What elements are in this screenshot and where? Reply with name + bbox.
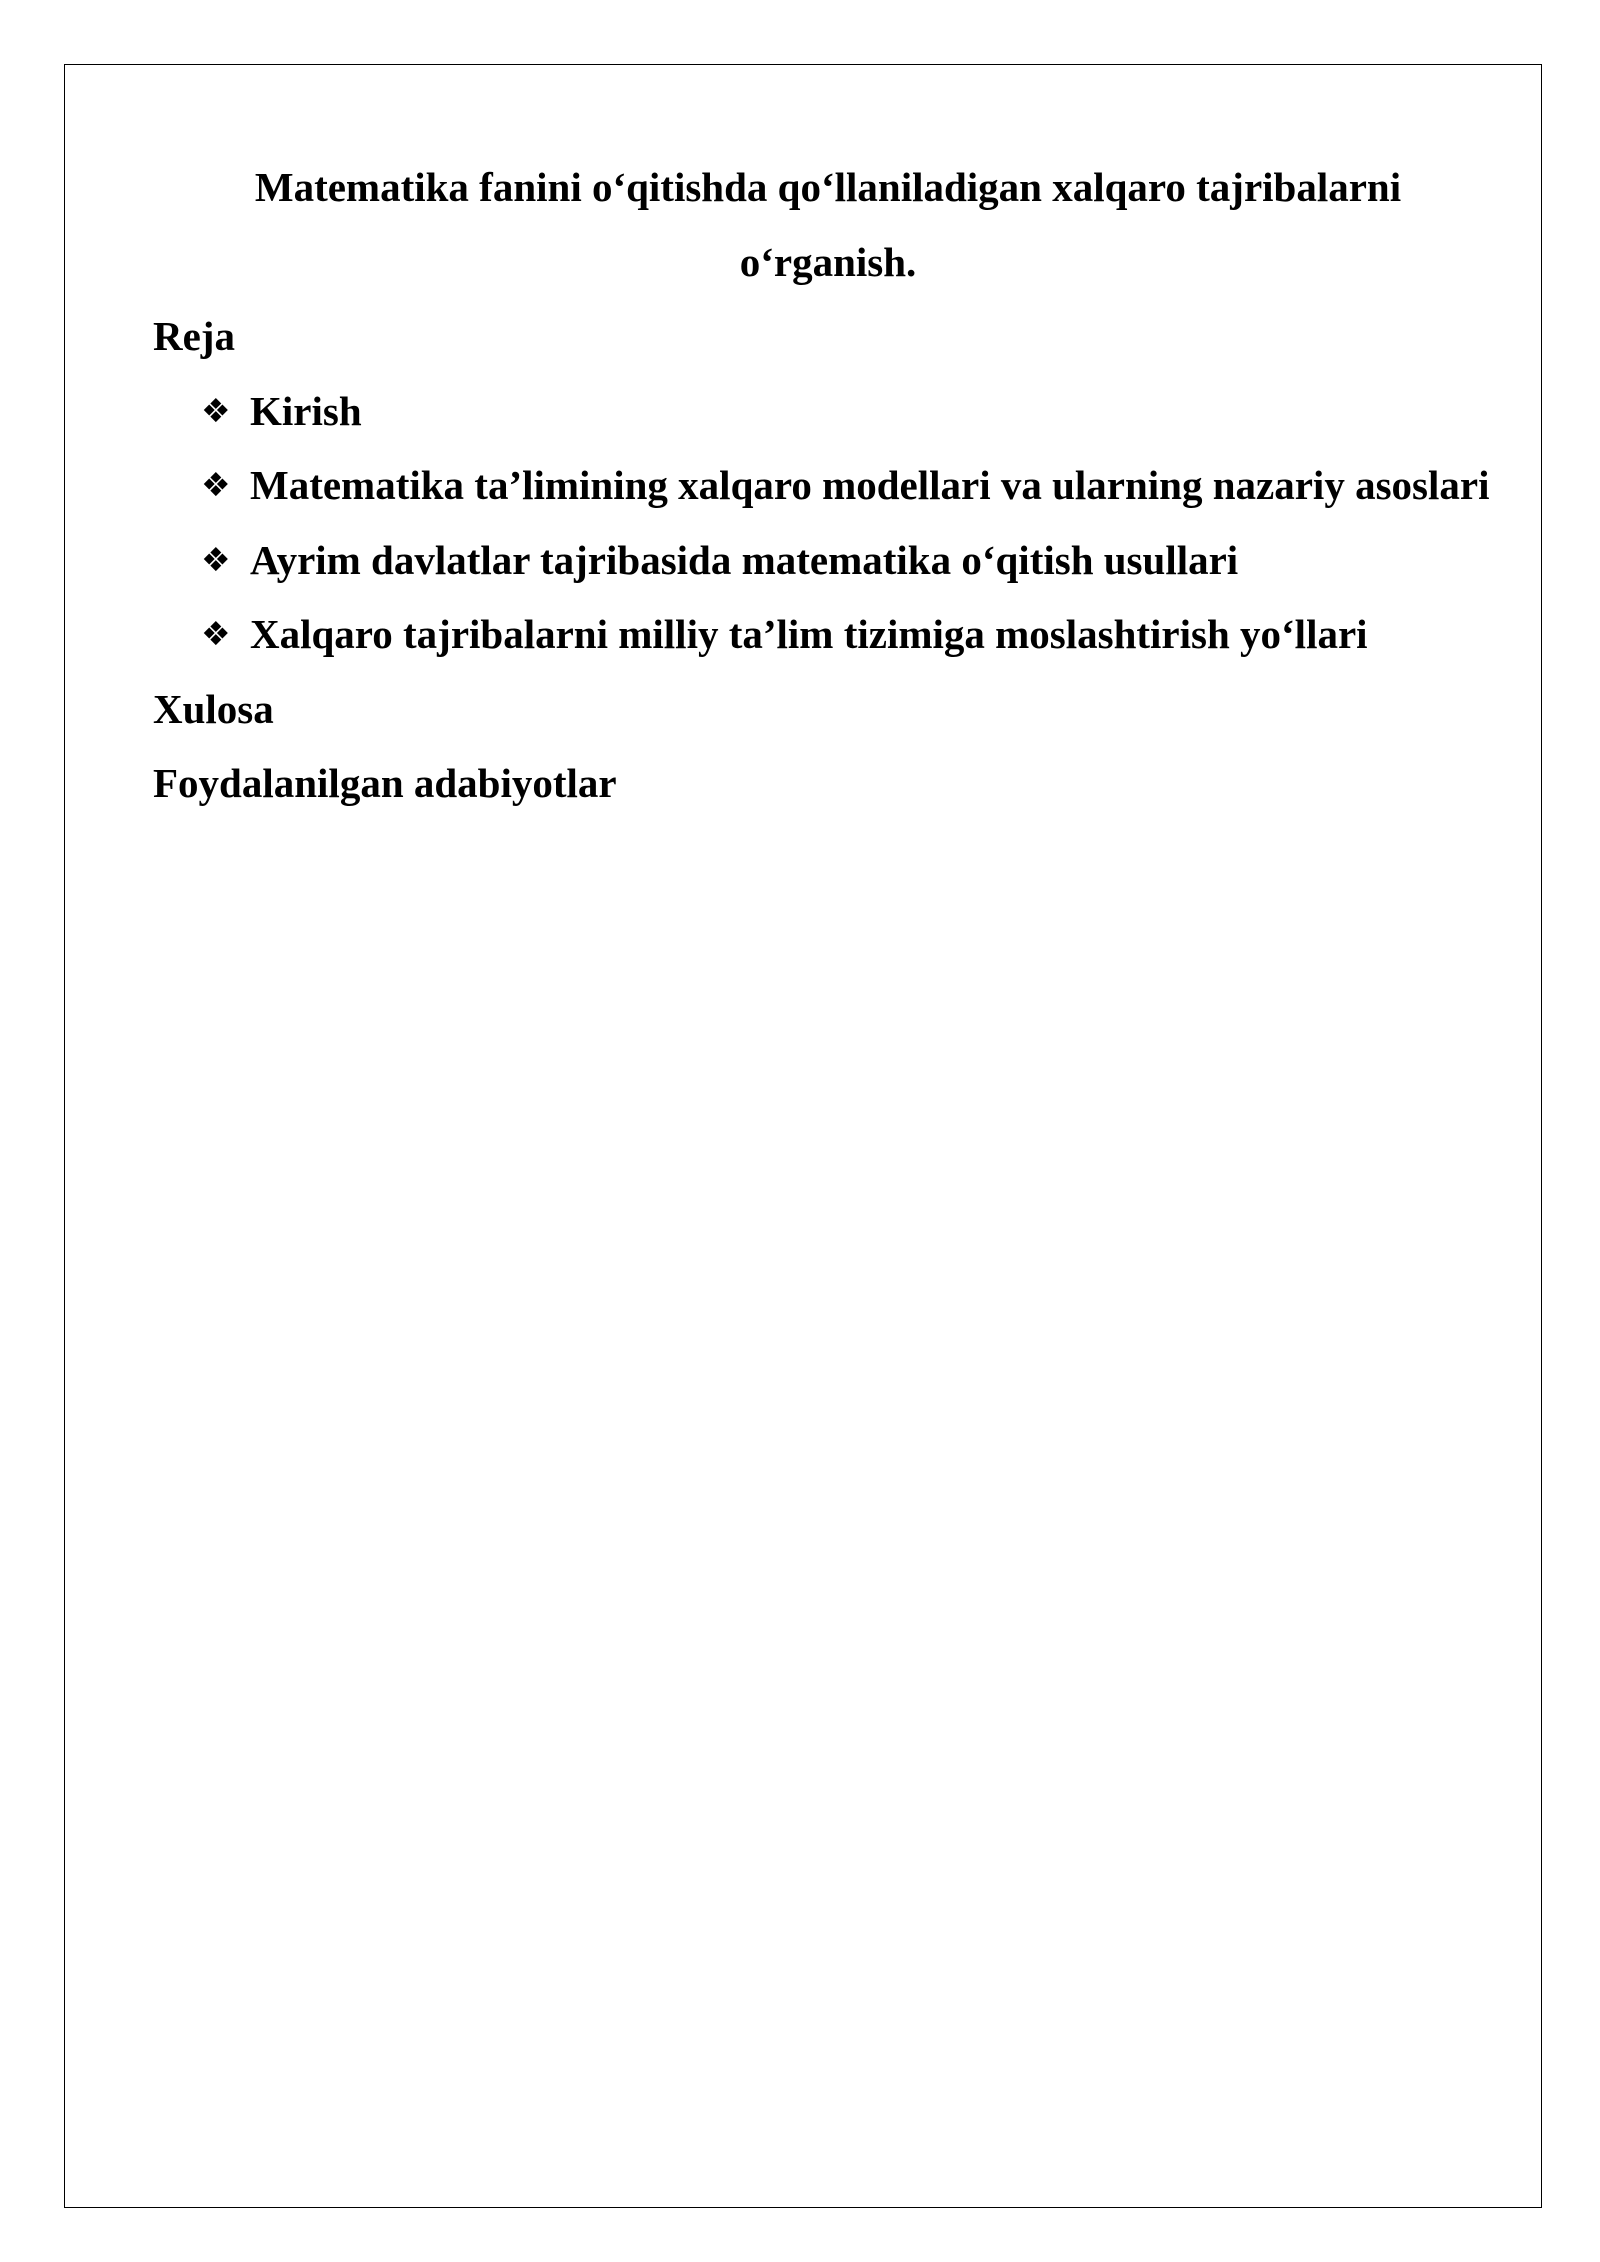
conclusion-heading: Xulosa [153, 685, 274, 732]
plan-item [153, 374, 1493, 449]
document-title: Matematika fanini o‘qitishda qo‘llaniladigan xalqaro tajribalarni o‘rganish. [254, 164, 1402, 285]
diamond-bullet-icon: ❖ [201, 539, 231, 579]
plan-item-text: Matematika ta’limining xalqaro modellari va ularning nazariy asoslari [250, 462, 1490, 508]
diamond-bullet-icon: ❖ [201, 614, 231, 653]
plan-item [153, 523, 1493, 598]
document-content [153, 150, 1493, 821]
plan-heading: Reja [153, 313, 235, 359]
diamond-bullet-icon: ❖ [201, 465, 231, 504]
plan-item [153, 448, 1493, 523]
plan-item-text: Ayrim davlatlar tajribasida matematika o‘qitish usullari [250, 536, 1239, 583]
references-heading: Foydalanilgan adabiyotlar [153, 760, 617, 806]
plan-item [153, 597, 1493, 672]
plan-item-text: Xalqaro tajribalarni milliy ta’lim tizimiga moslashtirish yo‘llari [250, 611, 1368, 657]
plan-list [153, 374, 1493, 672]
diamond-bullet-icon: ❖ [201, 390, 231, 430]
plan-item-text: Kirish [250, 387, 362, 434]
